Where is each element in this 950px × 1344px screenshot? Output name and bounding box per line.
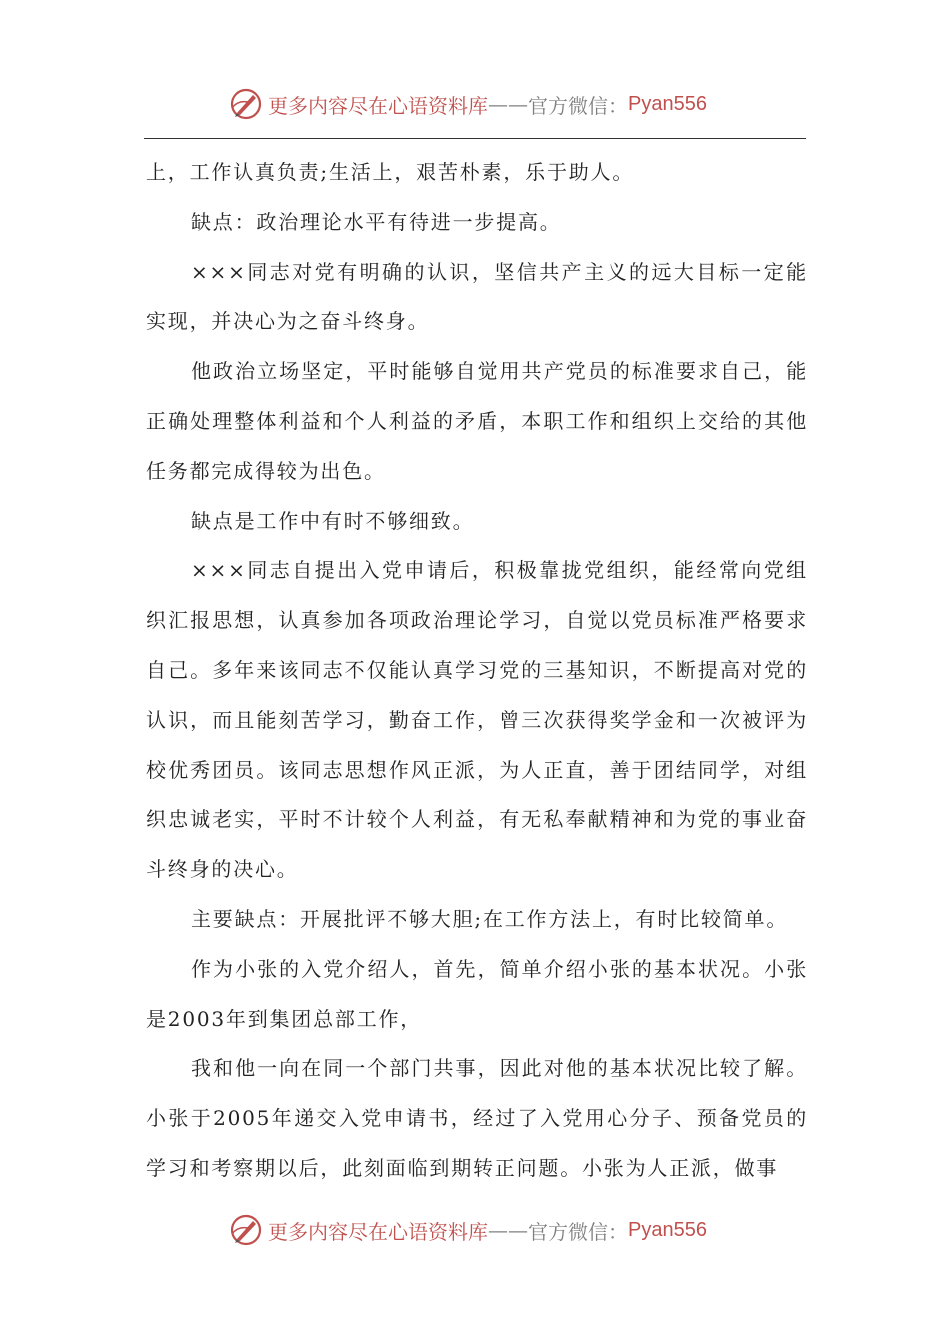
- footer-dash: ——: [488, 1218, 528, 1242]
- header-wechat-id: Pyan556: [628, 92, 707, 115]
- paragraph: ×××同志对党有明确的认识，坚信共产主义的远大目标一定能实现，并决心为之奋斗终身。: [146, 259, 808, 334]
- header-official: 官方微信：: [528, 93, 628, 118]
- paragraph: 他政治立场坚定，平时能够自觉用共产党员的标准要求自己，能正确处理整体利益和个人利益的矛盾，本职工作和组织上交给的其他任务都完成得较为出色。: [146, 359, 808, 483]
- paragraph: 上，工作认真负责;生活上，艰苦朴素，乐于助人。: [146, 160, 635, 184]
- footer-official: 官方微信：: [528, 1219, 628, 1244]
- paragraph: ×××同志自提出入党申请后，积极靠拢党组织，能经常向党组织汇报思想，认真参加各项政治理论学习，自觉以党员标准严格要求自己。多年来该同志不仅能认真学习党的三基知识，不断提高对党的认识，而且能刻苦学习，勤奋工作，曾三次获得奖学金和一次被评为校优秀团员。该同志思想作风正派，为人正直，善于团结同学，对组织忠诚老实，平时不计较个人利益，有无私奉献精神和为党的事业奋斗终身的决心。: [146, 558, 808, 882]
- pen-logo-icon: [228, 1212, 264, 1248]
- header-divider: [144, 138, 806, 139]
- footer-wechat-id: Pyan556: [628, 1218, 707, 1241]
- paragraph: 我和他一向在同一个部门共事，因此对他的基本状况比较了解。小张于2005年递交入党申请书，经过了入党用心分子、预备党员的学习和考察期以后，此刻面临到期转正问题。小张为人正派，做事: [146, 1056, 808, 1180]
- paragraph: 缺点：政治理论水平有待进一步提高。: [191, 209, 562, 234]
- paragraph: 缺点是工作中有时不够细致。: [191, 508, 475, 533]
- footer-brand: 更多内容尽在心语资料库: [268, 1219, 488, 1244]
- header-dash: ——: [488, 92, 528, 116]
- document-body: [146, 148, 808, 1194]
- paragraph: 主要缺点：开展批评不够大胆;在工作方法上，有时比较简单。: [191, 906, 789, 931]
- header-banner: [0, 84, 950, 124]
- pen-logo-icon: [228, 86, 264, 122]
- footer-banner: [0, 1210, 950, 1250]
- paragraph: 作为小张的入党介绍人，首先，简单介绍小张的基本状况。小张是2003年到集团总部工作，: [146, 956, 808, 1031]
- header-brand: 更多内容尽在心语资料库: [268, 93, 488, 118]
